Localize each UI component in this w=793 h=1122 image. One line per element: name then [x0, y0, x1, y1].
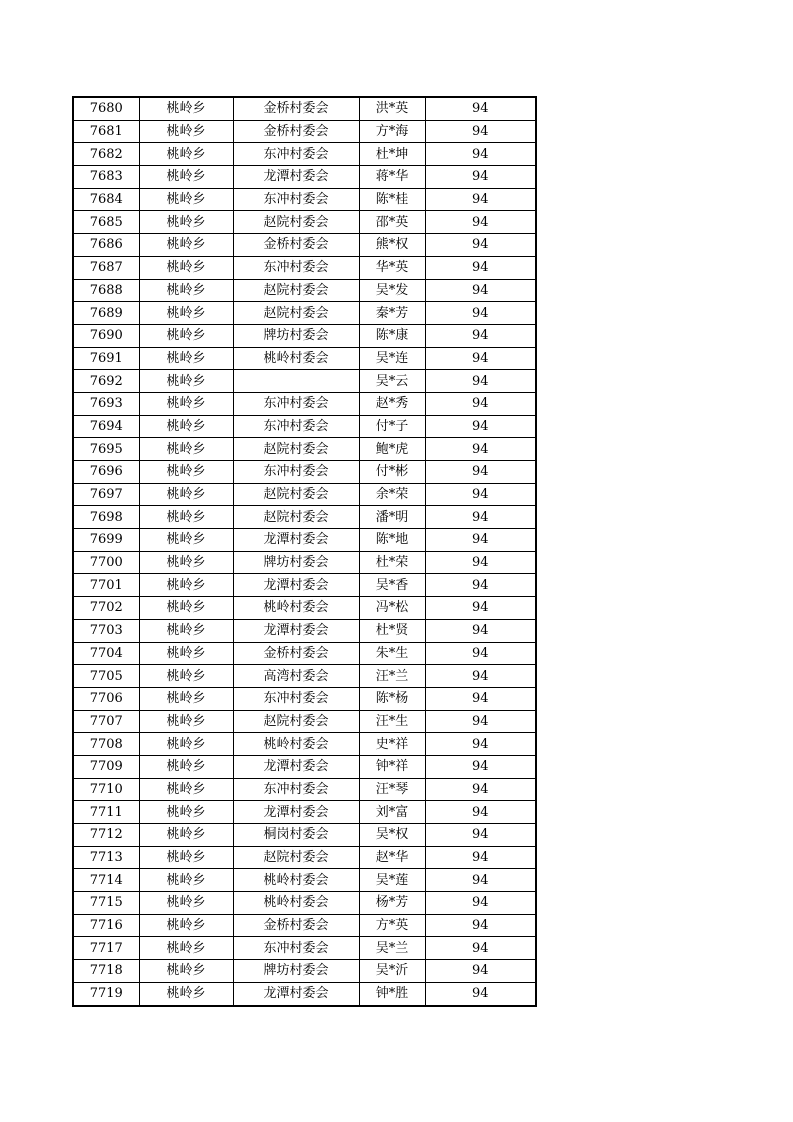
- table-row: [73, 506, 536, 529]
- table-row: [73, 279, 536, 302]
- name-cell: 邵*英: [359, 211, 425, 234]
- township-cell: 桃岭乡: [139, 869, 233, 892]
- table-row: [73, 665, 536, 688]
- township-cell: 桃岭乡: [139, 755, 233, 778]
- township-cell: 桃岭乡: [139, 370, 233, 393]
- name-cell: 钟*祥: [359, 755, 425, 778]
- name-cell: 吴*兰: [359, 937, 425, 960]
- score-cell: 94: [425, 461, 536, 484]
- township-cell: 桃岭乡: [139, 892, 233, 915]
- village-committee-cell: 牌坊村委会: [233, 551, 359, 574]
- score-cell: 94: [425, 279, 536, 302]
- village-committee-cell: 桃岭村委会: [233, 597, 359, 620]
- name-cell: 付*子: [359, 415, 425, 438]
- row-number-cell: 7715: [73, 892, 139, 915]
- village-committee-cell: 桃岭村委会: [233, 869, 359, 892]
- table-row: [73, 551, 536, 574]
- name-cell: 吴*莲: [359, 869, 425, 892]
- village-committee-cell: 龙潭村委会: [233, 529, 359, 552]
- name-cell: 吴*连: [359, 347, 425, 370]
- village-committee-cell: 金桥村委会: [233, 234, 359, 257]
- township-cell: 桃岭乡: [139, 824, 233, 847]
- name-cell: 杜*坤: [359, 143, 425, 166]
- table-row: [73, 120, 536, 143]
- village-committee-cell: 金桥村委会: [233, 642, 359, 665]
- name-cell: 刘*富: [359, 801, 425, 824]
- score-cell: 94: [425, 960, 536, 983]
- village-committee-cell: 桐岗村委会: [233, 824, 359, 847]
- table-row: [73, 869, 536, 892]
- score-cell: 94: [425, 302, 536, 325]
- name-cell: 杜*荣: [359, 551, 425, 574]
- table-row: [73, 982, 536, 1005]
- village-committee-cell: 赵院村委会: [233, 846, 359, 869]
- township-cell: 桃岭乡: [139, 733, 233, 756]
- score-cell: 94: [425, 914, 536, 937]
- name-cell: 吴*发: [359, 279, 425, 302]
- township-cell: 桃岭乡: [139, 324, 233, 347]
- score-cell: 94: [425, 687, 536, 710]
- name-cell: 付*彬: [359, 461, 425, 484]
- table-row: [73, 801, 536, 824]
- name-cell: 吴*香: [359, 574, 425, 597]
- row-number-cell: 7710: [73, 778, 139, 801]
- table-row: [73, 755, 536, 778]
- row-number-cell: 7712: [73, 824, 139, 847]
- township-cell: 桃岭乡: [139, 778, 233, 801]
- township-cell: 桃岭乡: [139, 143, 233, 166]
- village-committee-cell: 东冲村委会: [233, 937, 359, 960]
- village-committee-cell: 赵院村委会: [233, 438, 359, 461]
- score-cell: 94: [425, 120, 536, 143]
- score-cell: 94: [425, 597, 536, 620]
- name-cell: 吴*沂: [359, 960, 425, 983]
- name-cell: 方*英: [359, 914, 425, 937]
- name-cell: 赵*秀: [359, 392, 425, 415]
- village-committee-cell: 赵院村委会: [233, 506, 359, 529]
- score-cell: 94: [425, 892, 536, 915]
- village-committee-cell: 高湾村委会: [233, 665, 359, 688]
- name-cell: 吴*权: [359, 824, 425, 847]
- roster-body: [73, 97, 536, 1006]
- row-number-cell: 7692: [73, 370, 139, 393]
- name-cell: 陈*杨: [359, 687, 425, 710]
- township-cell: 桃岭乡: [139, 529, 233, 552]
- table-row: [73, 324, 536, 347]
- name-cell: 陈*康: [359, 324, 425, 347]
- row-number-cell: 7690: [73, 324, 139, 347]
- village-committee-cell: 龙潭村委会: [233, 982, 359, 1005]
- score-cell: 94: [425, 370, 536, 393]
- township-cell: 桃岭乡: [139, 279, 233, 302]
- score-cell: 94: [425, 824, 536, 847]
- name-cell: 陈*桂: [359, 188, 425, 211]
- village-committee-cell: 东冲村委会: [233, 256, 359, 279]
- table-row: [73, 143, 536, 166]
- village-committee-cell: 桃岭村委会: [233, 733, 359, 756]
- row-number-cell: 7713: [73, 846, 139, 869]
- township-cell: 桃岭乡: [139, 574, 233, 597]
- row-number-cell: 7697: [73, 483, 139, 506]
- score-cell: 94: [425, 166, 536, 189]
- score-cell: 94: [425, 869, 536, 892]
- table-row: [73, 642, 536, 665]
- village-committee-cell: 赵院村委会: [233, 211, 359, 234]
- township-cell: 桃岭乡: [139, 846, 233, 869]
- name-cell: 朱*生: [359, 642, 425, 665]
- township-cell: 桃岭乡: [139, 256, 233, 279]
- village-committee-cell: 桃岭村委会: [233, 347, 359, 370]
- village-committee-cell: 东冲村委会: [233, 392, 359, 415]
- row-number-cell: 7709: [73, 755, 139, 778]
- township-cell: 桃岭乡: [139, 642, 233, 665]
- row-number-cell: 7711: [73, 801, 139, 824]
- township-cell: 桃岭乡: [139, 597, 233, 620]
- score-cell: 94: [425, 392, 536, 415]
- name-cell: 汪*琴: [359, 778, 425, 801]
- village-committee-cell: 东冲村委会: [233, 188, 359, 211]
- score-cell: 94: [425, 710, 536, 733]
- township-cell: 桃岭乡: [139, 937, 233, 960]
- township-cell: 桃岭乡: [139, 665, 233, 688]
- township-cell: 桃岭乡: [139, 551, 233, 574]
- name-cell: 钟*胜: [359, 982, 425, 1005]
- score-cell: 94: [425, 801, 536, 824]
- score-cell: 94: [425, 97, 536, 120]
- name-cell: 杜*贤: [359, 619, 425, 642]
- township-cell: 桃岭乡: [139, 461, 233, 484]
- table-row: [73, 370, 536, 393]
- village-committee-cell: 赵院村委会: [233, 279, 359, 302]
- township-cell: 桃岭乡: [139, 234, 233, 257]
- village-committee-cell: 龙潭村委会: [233, 574, 359, 597]
- table-row: [73, 483, 536, 506]
- table-row: [73, 619, 536, 642]
- row-number-cell: 7682: [73, 143, 139, 166]
- row-number-cell: 7707: [73, 710, 139, 733]
- name-cell: 汪*兰: [359, 665, 425, 688]
- table-row: [73, 461, 536, 484]
- table-row: [73, 892, 536, 915]
- score-cell: 94: [425, 574, 536, 597]
- row-number-cell: 7705: [73, 665, 139, 688]
- name-cell: 杨*芳: [359, 892, 425, 915]
- township-cell: 桃岭乡: [139, 97, 233, 120]
- row-number-cell: 7699: [73, 529, 139, 552]
- township-cell: 桃岭乡: [139, 392, 233, 415]
- village-committee-cell: 赵院村委会: [233, 483, 359, 506]
- score-cell: 94: [425, 665, 536, 688]
- row-number-cell: 7688: [73, 279, 139, 302]
- village-committee-cell: 东冲村委会: [233, 415, 359, 438]
- village-committee-cell: 牌坊村委会: [233, 960, 359, 983]
- township-cell: 桃岭乡: [139, 188, 233, 211]
- score-cell: 94: [425, 642, 536, 665]
- row-number-cell: 7680: [73, 97, 139, 120]
- score-cell: 94: [425, 415, 536, 438]
- table-row: [73, 597, 536, 620]
- row-number-cell: 7686: [73, 234, 139, 257]
- village-committee-cell: 龙潭村委会: [233, 166, 359, 189]
- score-cell: 94: [425, 846, 536, 869]
- row-number-cell: 7708: [73, 733, 139, 756]
- row-number-cell: 7704: [73, 642, 139, 665]
- score-cell: 94: [425, 234, 536, 257]
- table-row: [73, 778, 536, 801]
- village-committee-cell: 龙潭村委会: [233, 619, 359, 642]
- township-cell: 桃岭乡: [139, 483, 233, 506]
- row-number-cell: 7698: [73, 506, 139, 529]
- row-number-cell: 7701: [73, 574, 139, 597]
- township-cell: 桃岭乡: [139, 438, 233, 461]
- score-cell: 94: [425, 551, 536, 574]
- row-number-cell: 7696: [73, 461, 139, 484]
- row-number-cell: 7716: [73, 914, 139, 937]
- roster-table: [72, 96, 537, 1007]
- table-row: [73, 211, 536, 234]
- table-row: [73, 256, 536, 279]
- township-cell: 桃岭乡: [139, 982, 233, 1005]
- row-number-cell: 7700: [73, 551, 139, 574]
- row-number-cell: 7706: [73, 687, 139, 710]
- score-cell: 94: [425, 506, 536, 529]
- score-cell: 94: [425, 347, 536, 370]
- name-cell: 熊*权: [359, 234, 425, 257]
- village-committee-cell: [233, 370, 359, 393]
- village-committee-cell: 龙潭村委会: [233, 755, 359, 778]
- score-cell: 94: [425, 143, 536, 166]
- township-cell: 桃岭乡: [139, 619, 233, 642]
- row-number-cell: 7684: [73, 188, 139, 211]
- score-cell: 94: [425, 733, 536, 756]
- township-cell: 桃岭乡: [139, 415, 233, 438]
- name-cell: 汪*生: [359, 710, 425, 733]
- row-number-cell: 7685: [73, 211, 139, 234]
- score-cell: 94: [425, 211, 536, 234]
- table-row: [73, 415, 536, 438]
- row-number-cell: 7691: [73, 347, 139, 370]
- village-committee-cell: 桃岭村委会: [233, 892, 359, 915]
- township-cell: 桃岭乡: [139, 710, 233, 733]
- township-cell: 桃岭乡: [139, 914, 233, 937]
- table-row: [73, 914, 536, 937]
- township-cell: 桃岭乡: [139, 506, 233, 529]
- township-cell: 桃岭乡: [139, 687, 233, 710]
- table-row: [73, 347, 536, 370]
- village-committee-cell: 东冲村委会: [233, 687, 359, 710]
- score-cell: 94: [425, 438, 536, 461]
- township-cell: 桃岭乡: [139, 801, 233, 824]
- score-cell: 94: [425, 256, 536, 279]
- table-row: [73, 846, 536, 869]
- score-cell: 94: [425, 937, 536, 960]
- name-cell: 赵*华: [359, 846, 425, 869]
- name-cell: 冯*松: [359, 597, 425, 620]
- township-cell: 桃岭乡: [139, 302, 233, 325]
- table-row: [73, 97, 536, 120]
- township-cell: 桃岭乡: [139, 211, 233, 234]
- table-row: [73, 824, 536, 847]
- row-number-cell: 7702: [73, 597, 139, 620]
- name-cell: 鲍*虎: [359, 438, 425, 461]
- village-committee-cell: 龙潭村委会: [233, 801, 359, 824]
- name-cell: 洪*英: [359, 97, 425, 120]
- village-committee-cell: 东冲村委会: [233, 143, 359, 166]
- row-number-cell: 7681: [73, 120, 139, 143]
- table-row: [73, 438, 536, 461]
- village-committee-cell: 赵院村委会: [233, 710, 359, 733]
- row-number-cell: 7717: [73, 937, 139, 960]
- village-committee-cell: 金桥村委会: [233, 914, 359, 937]
- score-cell: 94: [425, 778, 536, 801]
- township-cell: 桃岭乡: [139, 166, 233, 189]
- name-cell: 陈*地: [359, 529, 425, 552]
- score-cell: 94: [425, 755, 536, 778]
- village-committee-cell: 金桥村委会: [233, 97, 359, 120]
- township-cell: 桃岭乡: [139, 347, 233, 370]
- table-row: [73, 234, 536, 257]
- table-row: [73, 188, 536, 211]
- row-number-cell: 7695: [73, 438, 139, 461]
- name-cell: 吴*云: [359, 370, 425, 393]
- village-committee-cell: 金桥村委会: [233, 120, 359, 143]
- row-number-cell: 7683: [73, 166, 139, 189]
- table-row: [73, 166, 536, 189]
- row-number-cell: 7693: [73, 392, 139, 415]
- row-number-cell: 7689: [73, 302, 139, 325]
- score-cell: 94: [425, 483, 536, 506]
- table-row: [73, 302, 536, 325]
- row-number-cell: 7714: [73, 869, 139, 892]
- row-number-cell: 7719: [73, 982, 139, 1005]
- table-row: [73, 687, 536, 710]
- village-committee-cell: 赵院村委会: [233, 302, 359, 325]
- table-row: [73, 529, 536, 552]
- name-cell: 潘*明: [359, 506, 425, 529]
- township-cell: 桃岭乡: [139, 960, 233, 983]
- row-number-cell: 7687: [73, 256, 139, 279]
- name-cell: 余*荣: [359, 483, 425, 506]
- village-committee-cell: 东冲村委会: [233, 778, 359, 801]
- table-row: [73, 710, 536, 733]
- village-committee-cell: 东冲村委会: [233, 461, 359, 484]
- row-number-cell: 7718: [73, 960, 139, 983]
- table-row: [73, 392, 536, 415]
- name-cell: 史*祥: [359, 733, 425, 756]
- table-row: [73, 937, 536, 960]
- table-row: [73, 574, 536, 597]
- row-number-cell: 7703: [73, 619, 139, 642]
- score-cell: 94: [425, 619, 536, 642]
- name-cell: 方*海: [359, 120, 425, 143]
- village-committee-cell: 牌坊村委会: [233, 324, 359, 347]
- score-cell: 94: [425, 188, 536, 211]
- score-cell: 94: [425, 324, 536, 347]
- table-row: [73, 960, 536, 983]
- township-cell: 桃岭乡: [139, 120, 233, 143]
- row-number-cell: 7694: [73, 415, 139, 438]
- name-cell: 秦*芳: [359, 302, 425, 325]
- name-cell: 华*英: [359, 256, 425, 279]
- score-cell: 94: [425, 982, 536, 1005]
- name-cell: 蒋*华: [359, 166, 425, 189]
- table-row: [73, 733, 536, 756]
- score-cell: 94: [425, 529, 536, 552]
